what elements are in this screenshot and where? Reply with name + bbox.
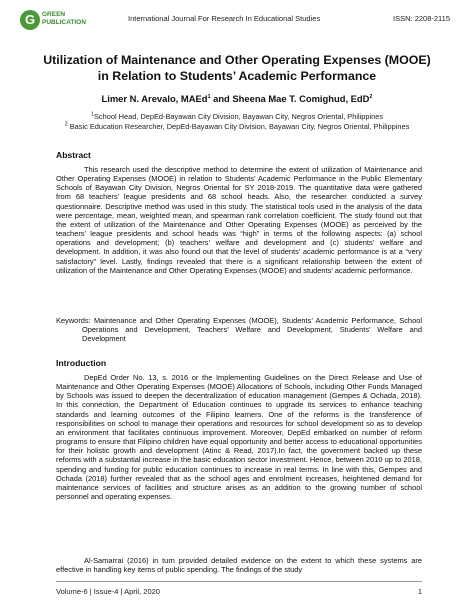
author-1: Limer N. Arevalo, MAEd: [101, 93, 208, 104]
affiliation-1-sup: 1: [90, 111, 94, 118]
author-1-sup: 1: [207, 93, 211, 100]
abstract-heading: Abstract: [56, 150, 91, 160]
affiliation-2-sup: 2: [64, 121, 68, 128]
affiliation-1: [30, 112, 444, 121]
logo-line2: PUBLICATION: [42, 19, 86, 26]
issn: ISSN: 2208-2115: [393, 14, 450, 23]
author-and: and: [210, 93, 233, 104]
affiliation-2: [30, 122, 444, 131]
introduction-paragraph-1: DepEd Order No. 13, s. 2016 or the Implementing Guidelines on the Direct Release and Use of Maintenance and Other Operating Expenses (MOOE) Allocations of Schools, including Other Funds Managed by Schools was issued to deepen the decentralization of education management (Gempes & Ochada, 2018). In this connection, the Department of Education continues to upgrade its services to enhance teaching standards and learning outcomes of the Filipino learners. One of the reforms is the transference of responsibilities on school to manage their operations and resources for school development so as to develop an environment that facilitates continuous improvement. Moreover, DepEd embarked on number of reform programs to ensure that Filipino children have equal opportunity and better access to educational opportunities for their holistic growth and development (Atinc & Read, 2017).In fact, the government backed up these reforms with a substantial increase in the basic education sector investment. Hence, between 2010 up to 2018, spending and funding for public education continues to increase in real terms. In line with this, Gempes and Ochada (2018) further revealed that as the school ages and enrolment increases, heightened demand for maintenance services of facilities and structure arises as an addition to the growing number of school personnel and operating expenses.: [56, 373, 422, 502]
publisher-logo: [20, 10, 90, 34]
introduction-heading: Introduction: [56, 358, 107, 368]
title-line-1: Utilization of Maintenance and Other Operating Expenses (MOOE): [43, 53, 431, 67]
logo-text: [42, 11, 86, 27]
footer-divider: [56, 581, 422, 582]
paper-title: [40, 52, 434, 84]
title-line-2: in Relation to Students’ Academic Performance: [97, 69, 377, 83]
affiliation-2-text: Basic Education Researcher, DepEd-Bayawan City Division, Bayawan City, Negros Oriental, Philippines: [67, 122, 410, 131]
journal-name: International Journal For Research In Educational Studies: [128, 14, 321, 23]
affiliation-1-text: School Head, DepEd-Bayawan City Division, Bayawan City, Negros Oriental, Philippines: [94, 112, 384, 121]
author-2-sup: 2: [369, 93, 373, 100]
introduction-paragraph-2: Al-Samarrai (2016) in turn provided detailed evidence on the extent to which these systems are effective in handling key items of public spending. The findings of the study: [56, 556, 422, 575]
authors: [40, 93, 434, 104]
author-2: Sheena Mae T. Comighud, EdD: [232, 93, 370, 104]
footer-volume: Volume-6 | Issue-4 | April, 2020: [56, 587, 160, 596]
page-number: 1: [417, 587, 422, 596]
abstract-text: This research used the descriptive method to determine the extent of utilization of Maintenance and Other Operating Expenses (MOOE) in relation to Students’ Academic Performance in the Public Elementary Schools of Bayawan City Division, Negros Oriental for SY 2018-2019. The quantitative data were gathered from 68 teachers’ league presidents and 68 school heads. Also, the researcher conducted a survey questionnaire. Descriptive method was used in this study. The statistical tools used in the analysis of the data were percentage, mean, weighted mean, and spearman rank correlation coefficient. The study found out that the extent of utilization of the Maintenance and Other Operating Expenses (MOOE) as perceived by the teachers’ league presidents and school heads was “high” in terms of the following aspects: (a) school operations and development; (b) teachers’ welfare and development and (c) students’ welfare and development. In addition, it was also found out that the level of students’ academic performance is at a “very satisfactory” level. Lastly, findings revealed that there is a significant relationship between the extent of utilization of the Maintenance and Other Operating Expenses (MOOE) and students’ academic performance.: [56, 165, 422, 275]
logo-line1: GREEN: [42, 11, 66, 18]
page-header: [0, 0, 474, 34]
logo-mark-icon: G: [20, 10, 40, 30]
keywords: Keywords: Maintenance and Other Operating Expenses (MOOE), Students’ Academic Performance, School Operations and Development, Teachers’ Welfare and Development, Students’ Welfare and Development: [56, 316, 422, 344]
